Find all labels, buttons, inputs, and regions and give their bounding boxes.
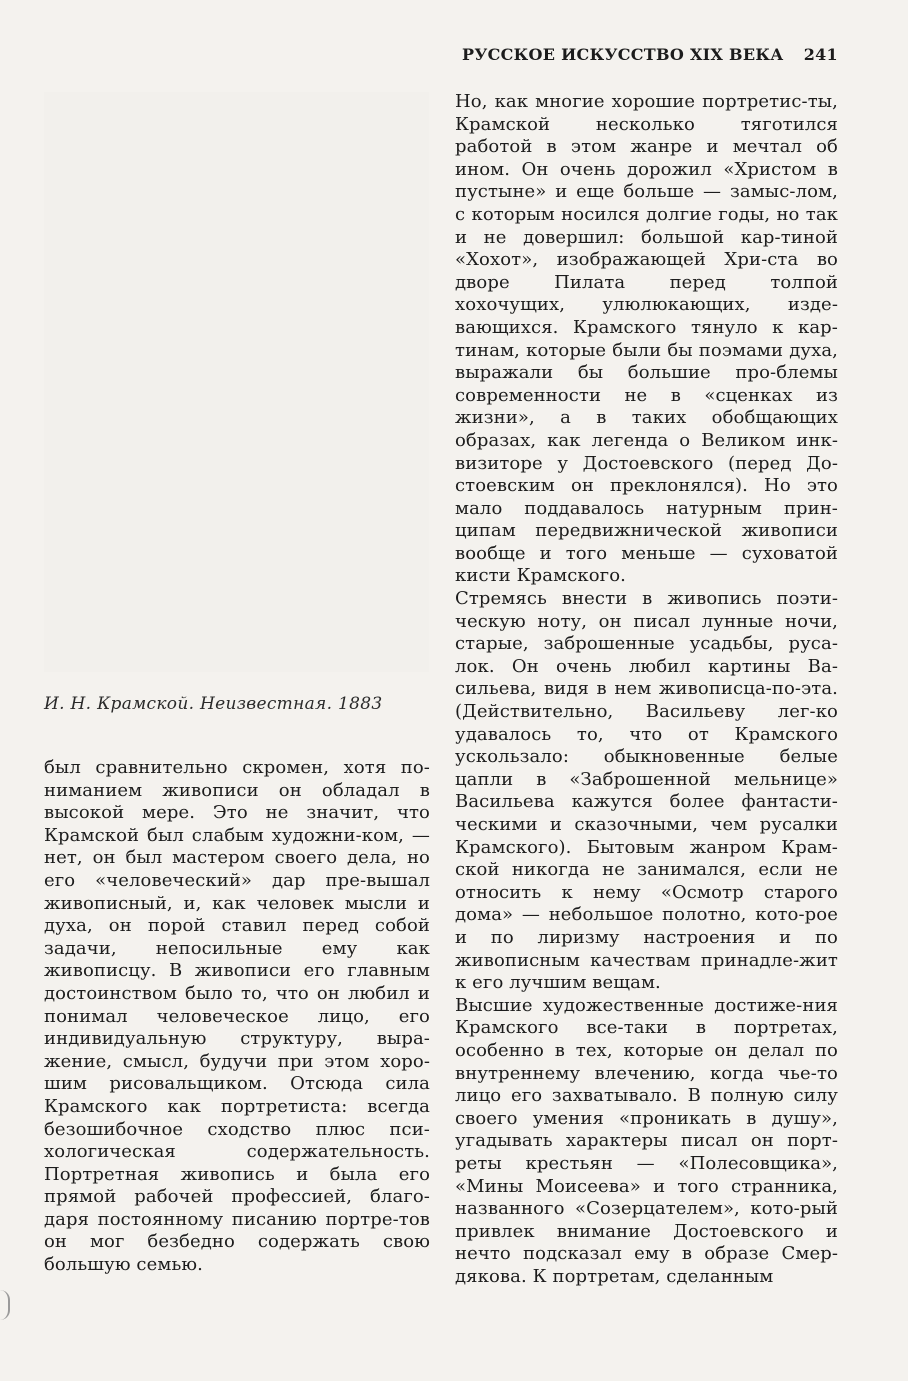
running-title: РУССКОЕ ИСКУССТВО XIX ВЕКА — [462, 45, 784, 64]
page-edge-mark — [0, 1290, 10, 1320]
figure-caption: И. Н. Крамской. Неизвестная. 1883 — [44, 694, 383, 714]
left-column — [44, 757, 430, 1277]
running-header — [455, 45, 838, 69]
paragraph: был сравнительно скромен, хотя по-ниманием живописи он обладал в высокой мере. Это не значит, что Крамской был слабым художни-ком, — нет, он был мастером своего дела, но его «человеческий» дар пре-вышал живописный, и, как человек мысли и духа, он порой ставил перед собой задачи, непосильные ему как живописцу. В живописи его главным достоинством было то, что он любил и понимал человеческое лицо, его индивидуальную структуру, выра-жение, смысл, будучи при этом хоро-шим рисовальщиком. Отсюда сила Крамского как портретиста: всегда безошибочное сходство плюс пси-хологическая содержательность. Портретная живопись и была его прямой рабочей профессией, благо-даря постоянному писанию портре-тов он мог безбедно содержать свою большую семью. — [44, 757, 430, 1276]
paragraph: Стремясь внести в живопись поэти-ческую ноту, он писал лунные ночи, старые, заброшенные усадьбы, руса-лок. Он очень любил картины Ва-сильева, видя в нем живописца-по-эта. (Действительно, Васильеву лег-ко удавалось то, что от Крамского ускользало: обыкновенные белые цапли в «Заброшенной мельнице» Васильева кажутся более фантасти-ческими и сказочными, чем русалки Крамского). Бытовым жанром Крам-ской никогда не занимался, если не относить к нему «Осмотр старого дома» — небольшое полотно, кото-рое и по лиризму настроения и по живописным качествам принадле-жит к его лучшим вещам. — [455, 588, 838, 994]
paragraph: Высшие художественные достиже-ния Крамского все-таки в портретах, особенно в тех, которые он делал по внутреннему влечению, когда чье-то лицо его захватывало. В полную силу своего умения «проникать в душу», угадывать характеры писал он порт-реты крестьян — «Полесовщика», «Мины Моисеева» и того странника, названного «Созерцателем», кото-рый привлек внимание Достоевского и нечто подсказал ему в образе Смер-дякова. К портретам, сделанным — [455, 994, 838, 1287]
page-number: 241 — [803, 45, 838, 64]
right-column — [455, 91, 838, 1288]
paragraph: Но, как многие хорошие портретис-ты, Крамской несколько тяготился работой в этом жанре и мечтал об ином. Он очень дорожил «Христом в пустыне» и еще больше — замыс-лом, с которым носился долгие годы, но так и не довершил: большой кар-тиной «Хохот», изображающей Хри-ста во дворе Пилата перед толпой хохочущих, улюлюкающих, изде-вающихся. Крамского тянуло к кар-тинам, которые были бы поэмами духа, выражали бы большие про-блемы современности не в «сценках из жизни», а в таких обобщающих образах, как легенда о Великом инк-визиторе у Достоевского (перед До-стоевским он преклонялся). Но это мало поддавалось натурным прин-ципам передвижнической живописи вообще и того меньше — суховатой кисти Крамского. — [455, 91, 838, 587]
painting-illustration — [44, 92, 429, 672]
